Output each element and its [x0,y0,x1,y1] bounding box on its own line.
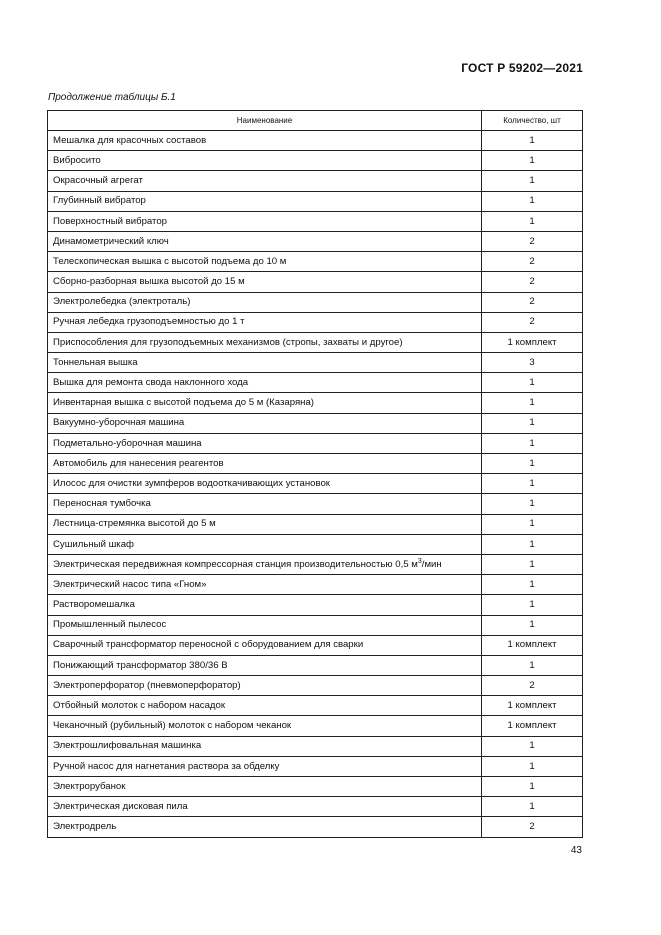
item-name-cell [48,595,482,615]
item-quantity-cell: 1 комплект [482,696,583,716]
table-row [48,252,583,272]
item-quantity-cell: 1 [482,373,583,393]
item-name-cell [48,454,482,474]
item-quantity-cell: 1 [482,454,583,474]
item-name-cell [48,151,482,171]
item-quantity-cell: 1 [482,131,583,151]
item-name-cell [48,777,482,797]
item-quantity-cell: 1 [482,534,583,554]
document-code: ГОСТ Р 59202—2021 [461,61,583,75]
item-name: Приспособления для грузоподъемных механизмов (стропы, захваты и другое) [53,336,403,348]
item-quantity-cell: 1 [482,433,583,453]
item-name-cell [48,332,482,352]
item-name-cell [48,615,482,635]
item-quantity-cell: 1 [482,756,583,776]
item-name: Сборно-разборная вышка высотой до 15 м [53,276,245,288]
item-name-cell [48,575,482,595]
item-quantity-cell: 1 [482,211,583,231]
item-quantity-cell: 1 [482,494,583,514]
table-body [48,131,583,838]
table-row [48,131,583,151]
table-row [48,575,583,595]
item-name-cell [48,756,482,776]
table-row [48,191,583,211]
item-name: Ручная лебедка грузоподъемностью до 1 т [53,316,245,328]
table-row [48,514,583,534]
table-header-row [48,111,583,131]
item-name: Понижающий трансформатор 380/36 В [53,659,228,671]
item-name: Вибросито [53,154,101,166]
item-quantity-cell: 1 комплект [482,332,583,352]
item-name: Электролебедка (электроталь) [53,296,191,308]
item-name-cell [48,635,482,655]
table-row [48,353,583,373]
table-row [48,494,583,514]
table-row [48,736,583,756]
item-quantity-cell: 2 [482,272,583,292]
item-quantity-cell: 1 [482,413,583,433]
item-quantity-cell: 1 [482,554,583,574]
table-row [48,332,583,352]
table-row [48,716,583,736]
item-name-cell [48,676,482,696]
unit-superscript: 3 [417,557,422,565]
table-row [48,817,583,837]
item-name: Окрасочный агрегат [53,175,143,187]
table-row [48,655,583,675]
item-name: Электроперфоратор (пневмоперфоратор) [53,679,241,691]
item-name-cell [48,231,482,251]
column-header-quantity: Количество, шт [482,111,583,131]
item-quantity-cell: 1 [482,151,583,171]
item-name-cell [48,696,482,716]
item-name-cell [48,534,482,554]
item-quantity-cell: 2 [482,312,583,332]
item-name-cell [48,474,482,494]
table-row [48,797,583,817]
item-name-cell [48,494,482,514]
unit-tail: /мин [421,558,442,570]
equipment-table [47,110,583,838]
table-row [48,635,583,655]
table-row [48,534,583,554]
item-name: Тоннельная вышка [53,356,138,368]
item-name: Сварочный трансформатор переносной с оборудованием для сварки [53,639,364,651]
item-name: Чеканочный (рубильный) молоток с набором чеканок [53,720,292,732]
item-quantity-cell: 1 [482,393,583,413]
item-name: Электрическая передвижная компрессорная станция производительностью 0,5 м [53,558,418,570]
item-quantity-cell: 1 [482,655,583,675]
item-name: Электрошлифовальная машинка [53,740,202,752]
item-name-cell [48,292,482,312]
item-name-cell [48,413,482,433]
item-name: Глубинный вибратор [53,195,146,207]
item-name-cell [48,252,482,272]
table-row [48,474,583,494]
item-name-cell [48,312,482,332]
item-quantity-cell: 2 [482,817,583,837]
item-name-cell [48,373,482,393]
item-quantity-cell: 1 комплект [482,716,583,736]
item-quantity-cell: 3 [482,353,583,373]
item-name-cell [48,393,482,413]
item-quantity-cell: 1 комплект [482,635,583,655]
table-row [48,171,583,191]
item-quantity-cell: 1 [482,777,583,797]
item-quantity-cell: 1 [482,514,583,534]
item-quantity-cell: 1 [482,474,583,494]
table-row [48,272,583,292]
item-name-cell [48,514,482,534]
table-row [48,413,583,433]
table-row [48,696,583,716]
item-name: Инвентарная вышка с высотой подъема до 5 м (Казаряна) [53,397,314,409]
item-quantity-cell: 2 [482,676,583,696]
item-name: Подметально-уборочная машина [53,437,202,449]
item-quantity-cell: 1 [482,797,583,817]
table-row [48,393,583,413]
item-name: Переносная тумбочка [53,498,151,510]
item-name-cell [48,211,482,231]
table-row [48,595,583,615]
item-quantity-cell: 1 [482,615,583,635]
item-quantity-cell: 2 [482,252,583,272]
table-row [48,433,583,453]
item-name: Электрическая дисковая пила [53,800,188,812]
item-name: Илосос для очистки зумпферов водооткачивающих установок [53,477,330,489]
item-name: Мешалка для красочных составов [53,134,207,146]
item-name-cell [48,655,482,675]
item-name-cell [48,736,482,756]
table-row [48,312,583,332]
item-name-cell [48,817,482,837]
table-row [48,292,583,312]
item-quantity-cell: 1 [482,736,583,756]
item-quantity-cell: 1 [482,171,583,191]
item-name: Динамометрический ключ [53,235,169,247]
item-name: Автомобиль для нанесения реагентов [53,457,224,469]
item-quantity-cell: 1 [482,575,583,595]
table-row [48,777,583,797]
column-header-name: Наименование [48,111,482,131]
table-row [48,615,583,635]
item-name-cell [48,191,482,211]
table-row [48,211,583,231]
table-row [48,151,583,171]
item-quantity-cell: 1 [482,191,583,211]
item-name: Лестница-стремянка высотой до 5 м [53,518,216,530]
item-quantity-cell: 2 [482,231,583,251]
item-name: Вакуумно-уборочная машина [53,417,185,429]
item-name: Телескопическая вышка с высотой подъема до 10 м [53,255,287,267]
table-row [48,554,583,574]
item-name: Поверхностный вибратор [53,215,167,227]
item-name-cell [48,272,482,292]
item-name-cell [48,716,482,736]
table-row [48,373,583,393]
table-row [48,756,583,776]
item-name-cell [48,797,482,817]
item-name: Промышленный пылесос [53,619,167,631]
item-quantity-cell: 1 [482,595,583,615]
item-name: Сушильный шкаф [53,538,134,550]
item-name-cell [48,353,482,373]
item-name: Ручной насос для нагнетания раствора за обделку [53,760,280,772]
item-name-cell [48,131,482,151]
table-row [48,231,583,251]
item-name-cell [48,433,482,453]
page-number: 43 [570,845,582,856]
item-name-cell [48,171,482,191]
item-name: Электрический насос типа «Гном» [53,578,207,590]
item-name: Растворомешалка [53,599,135,611]
item-name: Отбойный молоток с набором насадок [53,700,226,712]
item-quantity-cell: 2 [482,292,583,312]
item-name: Электродрель [53,821,117,833]
table-caption: Продолжение таблицы Б.1 [48,92,176,103]
table-row [48,454,583,474]
item-name: Электрорубанок [53,780,126,792]
table-row [48,676,583,696]
item-name: Вышка для ремонта свода наклонного хода [53,377,249,389]
item-name-cell [48,554,482,574]
